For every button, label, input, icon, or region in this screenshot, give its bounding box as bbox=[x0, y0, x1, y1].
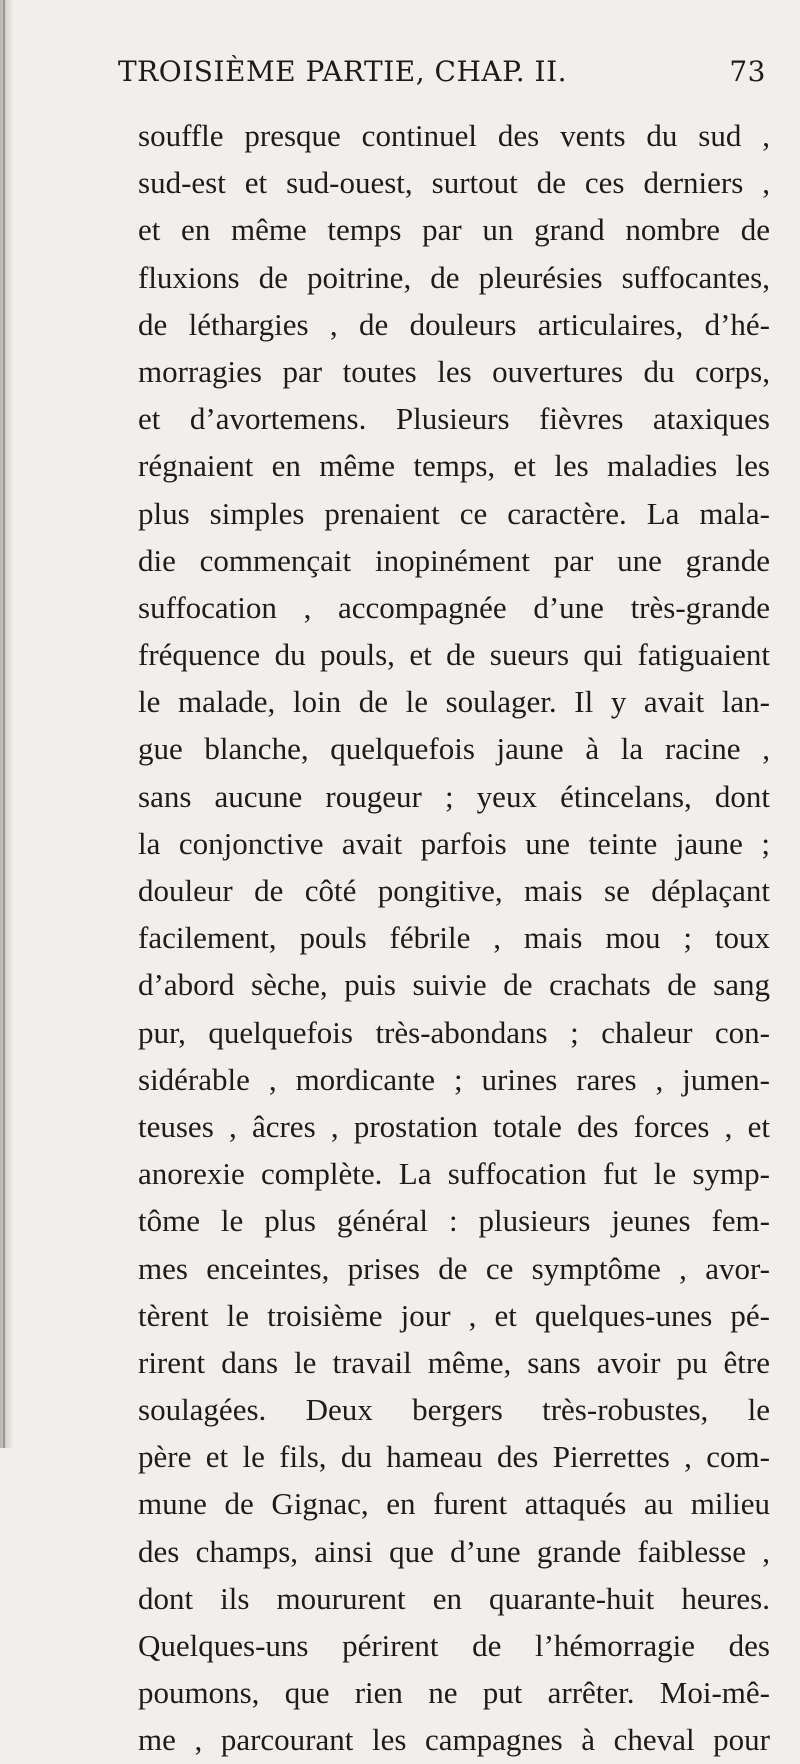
text-line: le malade, loin de le soulager. Il y avait lan- bbox=[138, 684, 770, 720]
text-line: père et le fils, du hameau des Pierrettes , com- bbox=[138, 1439, 770, 1475]
text-line: des champs, ainsi que d’une grande faiblesse , bbox=[138, 1533, 770, 1569]
text-line: die commençait inopinément par une grande bbox=[138, 542, 770, 578]
text-line: tôme le plus général : plusieurs jeunes fem- bbox=[138, 1203, 770, 1239]
text-line: facilement, pouls fébrile , mais mou ; toux bbox=[138, 920, 770, 956]
text-line: et d’avortemens. Plusieurs fièvres ataxiques bbox=[138, 401, 770, 437]
text-line: gue blanche, quelquefois jaune à la racine , bbox=[138, 731, 770, 767]
text-line: tèrent le troisième jour , et quelques-unes pé- bbox=[138, 1297, 770, 1333]
body-text bbox=[138, 112, 770, 1764]
text-line: teuses , âcres , prostation totale des forces , et bbox=[138, 1108, 770, 1144]
text-line: douleur de côté pongitive, mais se déplaçant bbox=[138, 873, 770, 908]
page-number: 73 bbox=[729, 55, 766, 88]
text-line: soulagées. Deux bergers très-robustes, le bbox=[138, 1392, 770, 1428]
running-head bbox=[118, 55, 766, 105]
text-line: poumons, que rien ne put arrêter. Moi-mê- bbox=[138, 1675, 770, 1711]
text-line: fluxions de poitrine, de pleurésies suffocantes, bbox=[138, 259, 770, 295]
running-head-title: TROISIÈME PARTIE, CHAP. II. bbox=[118, 55, 568, 88]
text-line: anorexie complète. La suffocation fut le symp- bbox=[138, 1156, 770, 1192]
text-line: régnaient en même temps, et les maladies les bbox=[138, 448, 770, 484]
text-line: plus simples prenaient ce caractère. La mala- bbox=[138, 495, 770, 531]
text-line: sidérable , mordicante ; urines rares , jumen- bbox=[138, 1061, 770, 1097]
text-line: morragies par toutes les ouvertures du corps, bbox=[138, 353, 770, 389]
text-line: fréquence du pouls, et de sueurs qui fatiguaient bbox=[138, 637, 770, 673]
text-line: mune de Gignac, en furent attaqués au milieu bbox=[138, 1486, 770, 1522]
text-line: suffocation , accompagnée d’une très-grande bbox=[138, 589, 770, 625]
text-line: de léthargies , de douleurs articulaires, d’hé- bbox=[138, 306, 770, 342]
text-line: mes enceintes, prises de ce symptôme , avor- bbox=[138, 1250, 770, 1286]
text-line: d’abord sèche, puis suivie de crachats de sang bbox=[138, 967, 770, 1003]
text-line: dont ils moururent en quarante-huit heures. bbox=[138, 1580, 770, 1616]
text-line: et en même temps par un grand nombre de bbox=[138, 212, 770, 248]
text-line: sud-est et sud-ouest, surtout de ces derniers , bbox=[138, 165, 770, 201]
text-line: souffle presque continuel des vents du sud , bbox=[138, 118, 770, 153]
text-line: la conjonctive avait parfois une teinte jaune ; bbox=[138, 825, 770, 861]
text-line: me , parcourant les campagnes à cheval pour bbox=[138, 1722, 770, 1758]
text-line: rirent dans le travail même, sans avoir pu être bbox=[138, 1344, 770, 1380]
text-line: sans aucune rougeur ; yeux étincelans, dont bbox=[138, 778, 770, 814]
text-line: pur, quelquefois très-abondans ; chaleur con- bbox=[138, 1014, 770, 1050]
page-gutter-edge bbox=[3, 0, 5, 1448]
text-line: Quelques-uns périrent de l’hémorragie des bbox=[138, 1628, 770, 1663]
